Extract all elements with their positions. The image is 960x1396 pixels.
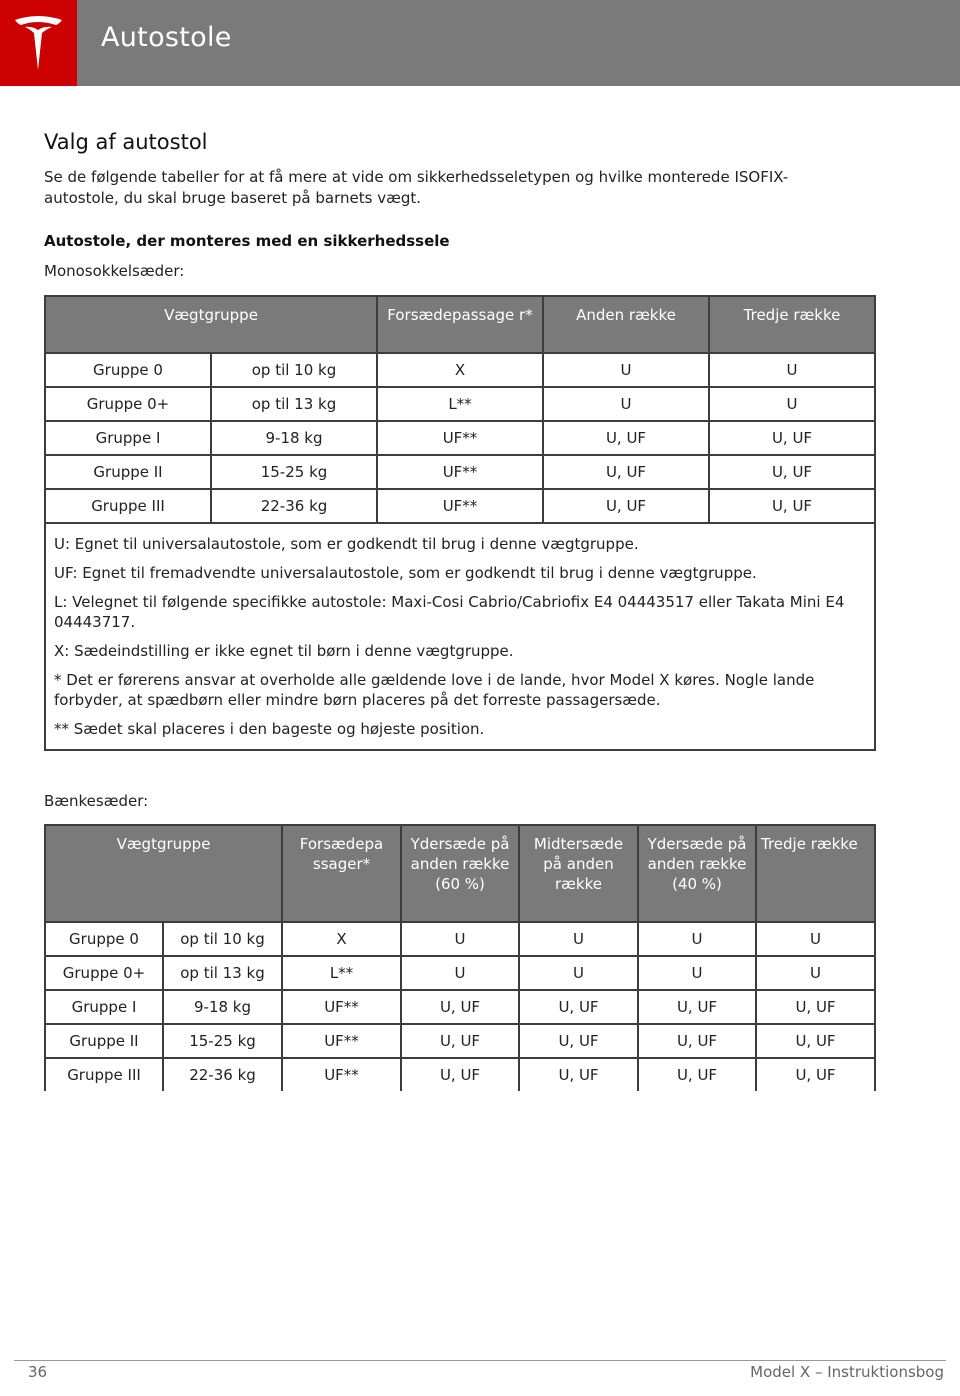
table-cell: Gruppe 0 (45, 922, 163, 956)
table-cell: L** (282, 956, 401, 990)
column-header: Tredje række (756, 825, 875, 922)
table-cell: U, UF (401, 1058, 519, 1091)
table-header-row (45, 825, 875, 922)
table-row (45, 455, 875, 489)
table-cell: UF** (282, 1058, 401, 1091)
table-cell: op til 10 kg (211, 353, 377, 387)
table-cell: Gruppe I (45, 421, 211, 455)
table-cell: U, UF (519, 1024, 638, 1058)
table-cell: UF** (377, 421, 543, 455)
tesla-logo-icon (12, 14, 65, 72)
table-cell: U, UF (709, 455, 875, 489)
column-header: Anden række (543, 296, 709, 353)
table-cell: U (401, 922, 519, 956)
table-row (45, 1058, 875, 1091)
column-header: Forsædepa ssager* (282, 825, 401, 922)
mono-seat-table (44, 295, 876, 751)
table-cell: U, UF (519, 1058, 638, 1091)
table-cell: Gruppe 0 (45, 353, 211, 387)
table-cell: U (709, 387, 875, 421)
table-cell: 22-36 kg (211, 489, 377, 523)
table-cell: UF** (282, 1024, 401, 1058)
table-notes-row (45, 523, 875, 750)
table-row (45, 489, 875, 523)
table-cell: Gruppe II (45, 1024, 163, 1058)
table-cell: U (543, 387, 709, 421)
table-cell: U, UF (756, 1024, 875, 1058)
table-cell: X (377, 353, 543, 387)
column-header: Vægtgruppe (45, 825, 282, 922)
table-cell: 15-25 kg (211, 455, 377, 489)
table-cell: U, UF (519, 990, 638, 1024)
table-header-row (45, 296, 875, 353)
table-cell: U, UF (543, 489, 709, 523)
table-cell: U, UF (638, 1024, 756, 1058)
table-cell: UF** (377, 489, 543, 523)
table-cell: U, UF (709, 489, 875, 523)
page-number: 36 (28, 1363, 48, 1381)
section-title: Valg af autostol (44, 130, 208, 154)
tesla-logo (0, 0, 77, 86)
table-cell: 15-25 kg (163, 1024, 282, 1058)
column-header: Ydersæde på anden række (60 %) (401, 825, 519, 922)
table-cell: UF** (282, 990, 401, 1024)
intro-paragraph: Se de følgende tabeller for at få mere at vide om sikkerhedsseletypen og hvilke monterede ISOFIX-autostole, du skal bruge baseret på barnets vægt. (44, 168, 789, 207)
table-cell: Gruppe 0+ (45, 387, 211, 421)
table-cell: U (756, 922, 875, 956)
table-cell: U, UF (401, 990, 519, 1024)
table-cell: 9-18 kg (211, 421, 377, 455)
table-cell: X (282, 922, 401, 956)
table-cell: L** (377, 387, 543, 421)
table-row (45, 1024, 875, 1058)
table-cell: U (709, 353, 875, 387)
column-header: Ydersæde på anden række (40 %) (638, 825, 756, 922)
table-cell: U (519, 922, 638, 956)
table-cell: Gruppe II (45, 455, 211, 489)
table-cell: op til 13 kg (211, 387, 377, 421)
table-row (45, 956, 875, 990)
table-cell: op til 13 kg (163, 956, 282, 990)
table-cell: op til 10 kg (163, 922, 282, 956)
table-cell: U, UF (543, 455, 709, 489)
bench-seat-table (44, 824, 876, 1091)
table-row (45, 387, 875, 421)
table-cell: U (638, 922, 756, 956)
table-notes (45, 523, 875, 750)
table-cell: U, UF (638, 990, 756, 1024)
note-double-asterisk: ** Sædet skal placeres i den bageste og højeste position. (54, 720, 485, 738)
table-cell: U (638, 956, 756, 990)
table-cell: 22-36 kg (163, 1058, 282, 1091)
table-cell: Gruppe III (45, 1058, 163, 1091)
table-cell: U, UF (709, 421, 875, 455)
table-cell: 9-18 kg (163, 990, 282, 1024)
table-cell: U (543, 353, 709, 387)
footer-divider (14, 1360, 946, 1361)
table-cell: U, UF (401, 1024, 519, 1058)
note-uf: UF: Egnet til fremadvendte universalautostole, som er godkendt til brug i denne vægtgruppe. (54, 564, 757, 582)
table-row (45, 922, 875, 956)
table-cell: UF** (377, 455, 543, 489)
table-cell: U (401, 956, 519, 990)
table-row (45, 421, 875, 455)
column-header: Forsædepassage r* (377, 296, 543, 353)
table2-label: Bænkesæder: (44, 792, 149, 810)
table-cell: Gruppe I (45, 990, 163, 1024)
note-l: L: Velegnet til følgende specifikke autostole: Maxi-Cosi Cabrio/Cabriofix E4 04443517 eller Takata Mini E4 04443717. (54, 593, 845, 631)
subheading: Autostole, der monteres med en sikkerhedssele (44, 232, 450, 250)
table-cell: U, UF (756, 1058, 875, 1091)
table-row (45, 353, 875, 387)
document-name: Model X – Instruktionsbog (750, 1363, 944, 1381)
page-header (0, 0, 960, 86)
table-cell: U, UF (543, 421, 709, 455)
note-asterisk: * Det er førerens ansvar at overholde alle gældende love i de lande, hvor Model X køres. Nogle lande forbyder, at spædbørn eller mindre børn placeres på det forreste passagersæde. (54, 671, 815, 709)
header-title: Autostole (101, 22, 232, 53)
note-x: X: Sædeindstilling er ikke egnet til børn i denne vægtgruppe. (54, 642, 514, 660)
column-header: Vægtgruppe (45, 296, 377, 353)
table1-label: Monosokkelsæder: (44, 262, 185, 280)
table-row (45, 990, 875, 1024)
column-header: Tredje række (709, 296, 875, 353)
table-cell: Gruppe 0+ (45, 956, 163, 990)
table-cell: U (756, 956, 875, 990)
table-cell: U (519, 956, 638, 990)
table-cell: U, UF (756, 990, 875, 1024)
note-u: U: Egnet til universalautostole, som er godkendt til brug i denne vægtgruppe. (54, 535, 639, 553)
column-header: Midtersæde på anden række (519, 825, 638, 922)
table-cell: U, UF (638, 1058, 756, 1091)
table-cell: Gruppe III (45, 489, 211, 523)
